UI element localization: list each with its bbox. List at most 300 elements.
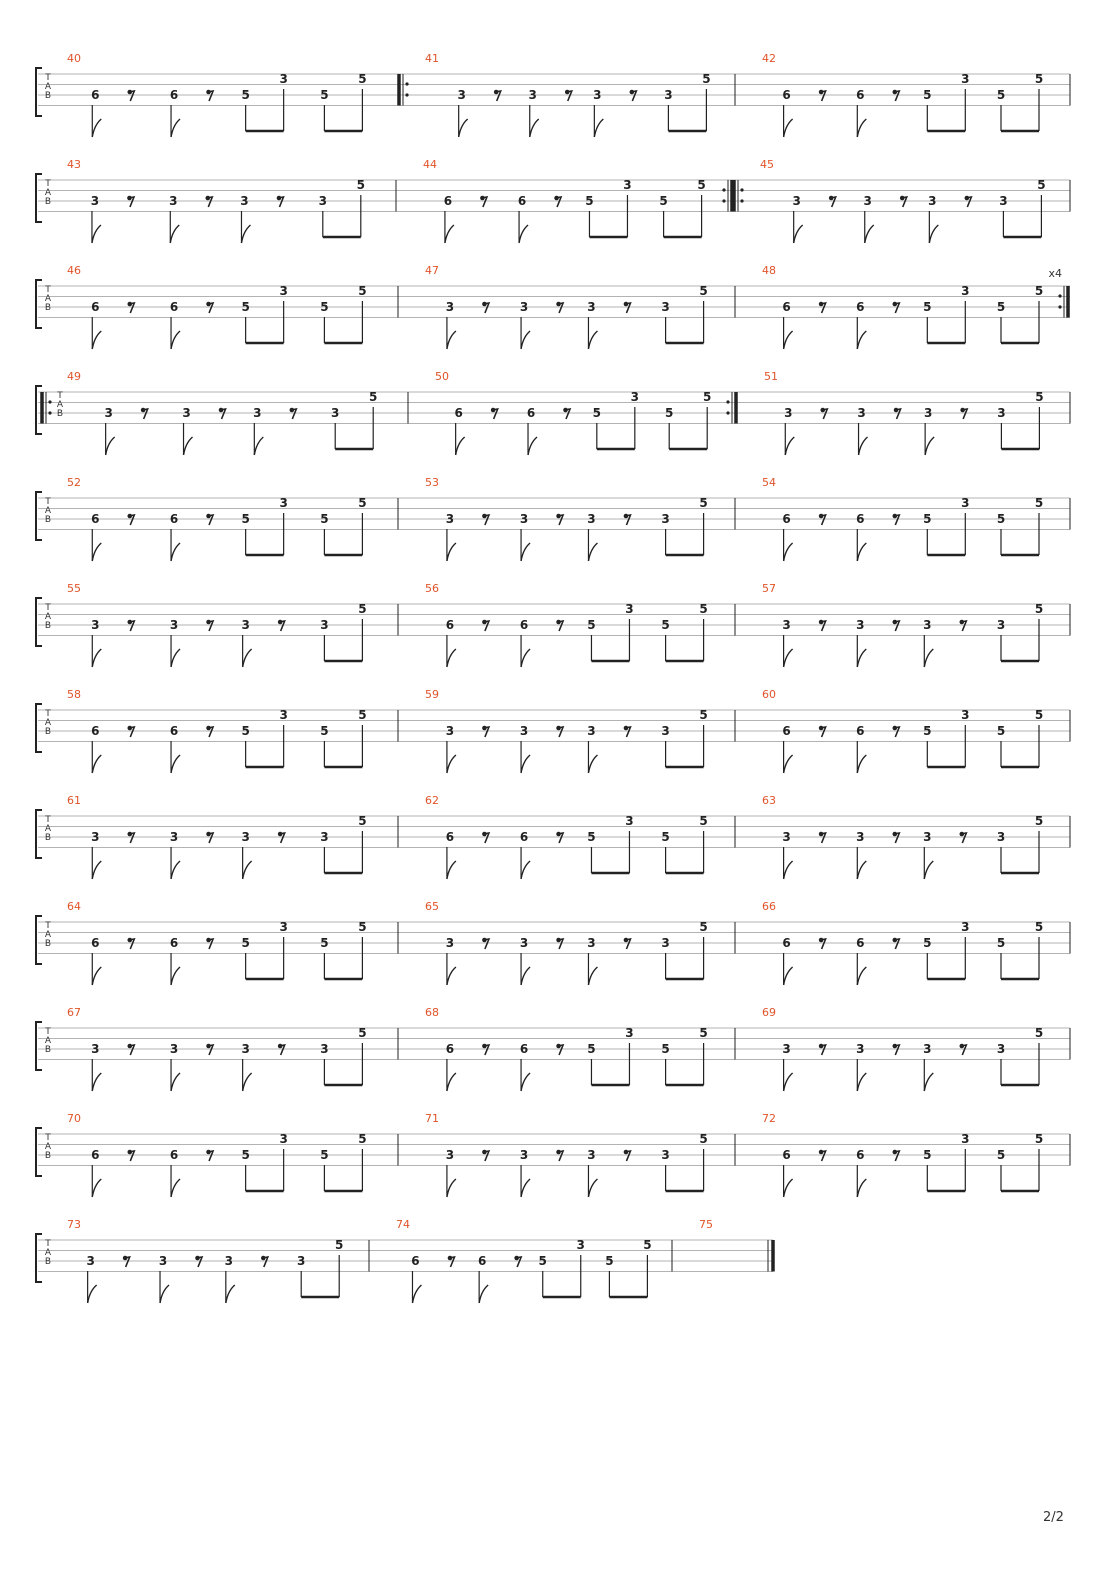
repeat-dot [726, 400, 729, 403]
note-flag-icon [924, 861, 933, 879]
fret-number: 3 [961, 72, 970, 86]
system-bracket [36, 492, 42, 540]
fret-number: 3 [661, 936, 670, 950]
measure-number: 41 [425, 52, 439, 65]
fret-number: 6 [169, 1148, 179, 1162]
measure-number: 66 [762, 900, 776, 913]
fret-number: 5 [320, 936, 329, 950]
note-flag-icon [171, 1179, 180, 1197]
note-flag-icon [243, 861, 252, 879]
note-flag-icon [588, 1179, 597, 1197]
fret-number: 3 [661, 724, 670, 738]
repeat-dot [740, 199, 743, 202]
tab-clef-letter: T [45, 709, 51, 719]
fret-number: 6 [445, 830, 455, 844]
measure-number: 65 [425, 900, 439, 913]
fret-number: 5 [923, 512, 932, 526]
fret-number: 3 [996, 830, 1006, 844]
tab-clef-letter: B [44, 303, 52, 313]
fret-number: 5 [699, 1026, 708, 1040]
fret-number: 3 [782, 1042, 791, 1056]
note-flag-icon [447, 649, 456, 667]
fret-number: 5 [697, 178, 706, 192]
note-flag-icon [784, 649, 793, 667]
fret-number: 3 [664, 88, 673, 102]
fret-number: 5 [1034, 1026, 1044, 1040]
fret-number: 3 [519, 936, 529, 950]
note-flag-icon [785, 437, 794, 455]
measure-number: 59 [425, 688, 439, 701]
tab-clef-letter: T [45, 1133, 51, 1143]
note-flag-icon [226, 1285, 235, 1303]
note-flag-icon [447, 967, 456, 985]
fret-number: 3 [961, 920, 970, 934]
fret-number: 6 [856, 1148, 865, 1162]
fret-number: 5 [1034, 920, 1044, 934]
fret-number: 3 [961, 496, 970, 510]
note-flag-icon [857, 861, 866, 879]
fret-number: 5 [320, 88, 329, 102]
fret-number: 5 [587, 1042, 596, 1056]
fret-number: 6 [856, 88, 865, 102]
note-flag-icon [412, 1285, 421, 1303]
measure-number: 61 [67, 794, 81, 807]
fret-number: 3 [158, 1254, 168, 1268]
fret-number: 3 [279, 708, 288, 722]
fret-number: 3 [169, 830, 179, 844]
fret-number: 5 [358, 920, 367, 934]
fret-number: 5 [703, 390, 712, 404]
fret-number: 3 [169, 194, 178, 208]
fret-number: 6 [856, 936, 865, 950]
note-flag-icon [857, 649, 866, 667]
tab-clef-letter: A [44, 506, 52, 516]
fret-number: 5 [356, 178, 365, 192]
note-flag-icon [594, 119, 603, 137]
note-flag-icon [171, 331, 180, 349]
measure-number: 57 [762, 582, 776, 595]
measure-number: 68 [425, 1006, 439, 1019]
fret-number: 6 [91, 724, 100, 738]
tab-clef-letter: T [57, 391, 63, 401]
repeat-dot [726, 411, 729, 414]
fret-number: 5 [358, 72, 367, 86]
tab-clef-letter: A [56, 400, 64, 410]
note-flag-icon [92, 543, 101, 561]
fret-number: 3 [792, 194, 801, 208]
fret-number: 5 [320, 512, 329, 526]
fret-number: 3 [445, 936, 455, 950]
note-flag-icon [447, 861, 456, 879]
fret-number: 3 [623, 178, 632, 192]
fret-number: 3 [445, 512, 455, 526]
fret-number: 3 [86, 1254, 95, 1268]
fret-number: 5 [538, 1254, 547, 1268]
note-flag-icon [521, 649, 530, 667]
fret-number: 3 [169, 1042, 179, 1056]
measure-number: 67 [67, 1006, 81, 1019]
tab-clef-letter: A [44, 1036, 52, 1046]
tab-clef-letter: A [44, 294, 52, 304]
fret-number: 3 [279, 1132, 288, 1146]
repeat-dot [1058, 294, 1061, 297]
note-flag-icon [528, 437, 537, 455]
tab-clef-letter: T [45, 921, 51, 931]
fret-number: 6 [517, 194, 527, 208]
fret-number: 5 [699, 284, 708, 298]
measure-number: 45 [760, 158, 774, 171]
tab-clef-letter: T [45, 497, 51, 507]
measure-number: 51 [764, 370, 778, 383]
fret-number: 5 [241, 512, 250, 526]
note-flag-icon [857, 755, 866, 773]
fret-number: 5 [358, 1026, 367, 1040]
note-flag-icon [588, 331, 597, 349]
fret-number: 5 [605, 1254, 614, 1268]
repeat-dot [405, 82, 408, 85]
fret-number: 3 [279, 284, 288, 298]
tab-clef-letter: T [45, 179, 51, 189]
note-flag-icon [857, 331, 866, 349]
fret-number: 5 [241, 300, 250, 314]
note-flag-icon [521, 861, 530, 879]
fret-number: 3 [320, 830, 329, 844]
note-flag-icon [521, 755, 530, 773]
fret-number: 6 [519, 618, 529, 632]
fret-number: 3 [857, 406, 866, 420]
note-flag-icon [92, 1073, 101, 1091]
repeat-dot [740, 188, 743, 191]
fret-number: 3 [587, 724, 596, 738]
fret-number: 3 [445, 1148, 455, 1162]
note-flag-icon [784, 755, 793, 773]
fret-number: 3 [253, 406, 262, 420]
note-flag-icon [170, 225, 179, 243]
fret-number: 6 [411, 1254, 420, 1268]
fret-number: 3 [240, 194, 249, 208]
fret-number: 6 [526, 406, 536, 420]
fret-number: 3 [519, 300, 529, 314]
tab-clef-letter: A [44, 930, 52, 940]
note-flag-icon [92, 119, 101, 137]
note-flag-icon [171, 861, 180, 879]
fret-number: 3 [863, 194, 872, 208]
fret-number: 5 [699, 920, 708, 934]
fret-number: 3 [587, 300, 596, 314]
note-flag-icon [784, 331, 793, 349]
fret-number: 3 [587, 936, 596, 950]
fret-number: 5 [661, 830, 670, 844]
note-flag-icon [784, 119, 793, 137]
repeat-dot [48, 411, 51, 414]
fret-number: 6 [169, 88, 179, 102]
fret-number: 3 [923, 618, 932, 632]
fret-number: 3 [169, 618, 179, 632]
fret-number: 6 [782, 88, 791, 102]
note-flag-icon [857, 1179, 866, 1197]
fret-number: 5 [996, 724, 1006, 738]
fret-number: 5 [358, 284, 367, 298]
fret-number: 3 [331, 406, 340, 420]
fret-number: 6 [91, 300, 100, 314]
fret-number: 5 [699, 708, 708, 722]
note-flag-icon [479, 1285, 488, 1303]
note-flag-icon [92, 225, 101, 243]
fret-number: 3 [241, 618, 250, 632]
fret-number: 5 [699, 602, 708, 616]
note-flag-icon [92, 967, 101, 985]
note-flag-icon [794, 225, 803, 243]
fret-number: 6 [519, 1042, 529, 1056]
note-flag-icon [859, 437, 868, 455]
fret-number: 6 [782, 300, 791, 314]
note-flag-icon [924, 1073, 933, 1091]
page-number: 2/2 [1043, 1510, 1064, 1525]
fret-number: 3 [576, 1238, 585, 1252]
fret-number: 6 [91, 1148, 100, 1162]
fret-number: 3 [279, 920, 288, 934]
system-bracket [36, 810, 42, 858]
tab-clef-letter: T [45, 73, 51, 83]
note-flag-icon [784, 543, 793, 561]
fret-number: 6 [169, 300, 179, 314]
note-flag-icon [588, 543, 597, 561]
fret-number: 3 [782, 830, 791, 844]
note-flag-icon [857, 1073, 866, 1091]
fret-number: 3 [630, 390, 639, 404]
fret-number: 5 [1034, 708, 1044, 722]
note-flag-icon [171, 543, 180, 561]
fret-number: 5 [335, 1238, 344, 1252]
note-flag-icon [171, 755, 180, 773]
measure-number: 53 [425, 476, 439, 489]
fret-number: 5 [358, 602, 367, 616]
note-flag-icon [459, 119, 468, 137]
fret-number: 3 [661, 300, 670, 314]
system-bracket [36, 280, 42, 328]
fret-number: 6 [782, 936, 791, 950]
repeat-dot [1058, 305, 1061, 308]
note-flag-icon [171, 1073, 180, 1091]
fret-number: 3 [104, 406, 113, 420]
fret-number: 5 [661, 618, 670, 632]
system-bracket [36, 1234, 42, 1282]
note-flag-icon [456, 437, 465, 455]
fret-number: 5 [592, 406, 601, 420]
tab-clef-letter: B [44, 91, 52, 101]
fret-number: 5 [661, 1042, 670, 1056]
fret-number: 3 [445, 724, 455, 738]
fret-number: 5 [1034, 1132, 1044, 1146]
fret-number: 6 [169, 724, 179, 738]
fret-number: 6 [445, 1042, 455, 1056]
fret-number: 3 [224, 1254, 233, 1268]
note-flag-icon [447, 543, 456, 561]
measure-number: 70 [67, 1112, 81, 1125]
measure-number: 43 [67, 158, 81, 171]
fret-number: 6 [91, 88, 100, 102]
note-flag-icon [784, 1179, 793, 1197]
tab-clef-letter: B [44, 727, 52, 737]
note-flag-icon [588, 755, 597, 773]
fret-number: 5 [996, 88, 1006, 102]
note-flag-icon [92, 331, 101, 349]
fret-number: 6 [445, 618, 455, 632]
fret-number: 3 [519, 724, 529, 738]
measure-number: 52 [67, 476, 81, 489]
note-flag-icon [784, 967, 793, 985]
fret-number: 3 [625, 814, 634, 828]
fret-number: 3 [784, 406, 793, 420]
tab-clef-letter: T [45, 285, 51, 295]
note-flag-icon [171, 649, 180, 667]
measure-number: 64 [67, 900, 81, 913]
fret-number: 3 [923, 406, 933, 420]
repeat-count: x4 [1048, 267, 1062, 280]
note-flag-icon [588, 967, 597, 985]
note-flag-icon [243, 1073, 252, 1091]
fret-number: 5 [996, 1148, 1006, 1162]
fret-number: 3 [457, 88, 466, 102]
fret-number: 3 [996, 618, 1006, 632]
fret-number: 5 [1034, 602, 1044, 616]
fret-number: 6 [856, 512, 865, 526]
note-flag-icon [521, 543, 530, 561]
note-flag-icon [171, 119, 180, 137]
measure-number: 75 [699, 1218, 713, 1231]
measure-number: 47 [425, 264, 439, 277]
fret-number: 3 [587, 1148, 596, 1162]
fret-number: 3 [587, 512, 596, 526]
tab-clef-letter: B [56, 409, 64, 419]
fret-number: 5 [923, 724, 932, 738]
fret-number: 6 [519, 830, 529, 844]
note-flag-icon [925, 437, 934, 455]
fret-number: 3 [856, 830, 865, 844]
system-bracket [36, 68, 42, 116]
fret-number: 5 [1035, 390, 1044, 404]
measure-number: 40 [67, 52, 81, 65]
system-bracket [36, 704, 42, 752]
note-flag-icon [243, 649, 252, 667]
fret-number: 3 [182, 406, 191, 420]
tab-clef-letter: A [44, 1248, 52, 1258]
fret-number: 5 [358, 1132, 367, 1146]
system-bracket [36, 174, 42, 222]
measure-number: 44 [423, 158, 437, 171]
fret-number: 6 [856, 724, 865, 738]
fret-number: 5 [320, 300, 329, 314]
measure-number: 50 [435, 370, 449, 383]
fret-number: 5 [923, 1148, 932, 1162]
note-flag-icon [784, 861, 793, 879]
note-flag-icon [924, 649, 933, 667]
measure-number: 71 [425, 1112, 439, 1125]
note-flag-icon [857, 967, 866, 985]
note-flag-icon [106, 437, 115, 455]
fret-number: 3 [856, 1042, 865, 1056]
tab-clef-letter: A [44, 824, 52, 834]
fret-number: 6 [782, 512, 791, 526]
fret-number: 3 [91, 830, 100, 844]
repeat-dot [722, 199, 725, 202]
fret-number: 6 [91, 512, 100, 526]
measure-number: 49 [67, 370, 81, 383]
fret-number: 6 [91, 936, 100, 950]
measure-number: 48 [762, 264, 776, 277]
note-flag-icon [521, 1179, 530, 1197]
fret-number: 3 [279, 72, 288, 86]
tab-clef-letter: A [44, 82, 52, 92]
fret-number: 5 [358, 708, 367, 722]
fret-number: 3 [661, 512, 670, 526]
fret-number: 5 [996, 512, 1006, 526]
note-flag-icon [530, 119, 539, 137]
measure-number: 62 [425, 794, 439, 807]
fret-number: 3 [528, 88, 537, 102]
tab-clef-letter: B [44, 1257, 52, 1267]
fret-number: 5 [699, 496, 708, 510]
tab-clef-letter: A [44, 612, 52, 622]
fret-number: 3 [923, 830, 932, 844]
fret-number: 5 [923, 88, 932, 102]
fret-number: 3 [320, 1042, 329, 1056]
fret-number: 3 [320, 618, 329, 632]
measure-number: 73 [67, 1218, 81, 1231]
note-flag-icon [184, 437, 193, 455]
measure-number: 42 [762, 52, 776, 65]
tab-clef-letter: T [45, 1239, 51, 1249]
fret-number: 5 [665, 406, 674, 420]
fret-number: 5 [1034, 72, 1044, 86]
fret-number: 3 [241, 830, 250, 844]
fret-number: 6 [454, 406, 463, 420]
fret-number: 5 [358, 496, 367, 510]
fret-number: 3 [91, 618, 100, 632]
measure-number: 55 [67, 582, 81, 595]
fret-number: 3 [961, 708, 970, 722]
tab-clef-letter: A [44, 1142, 52, 1152]
note-flag-icon [92, 755, 101, 773]
fret-number: 5 [1037, 178, 1046, 192]
tab-clef-letter: B [44, 939, 52, 949]
fret-number: 5 [643, 1238, 652, 1252]
note-flag-icon [92, 1179, 101, 1197]
fret-number: 3 [519, 512, 529, 526]
fret-number: 5 [923, 936, 932, 950]
fret-number: 5 [1034, 814, 1044, 828]
fret-number: 3 [661, 1148, 670, 1162]
fret-number: 3 [996, 1042, 1006, 1056]
measure-number: 56 [425, 582, 439, 595]
note-flag-icon [92, 649, 101, 667]
fret-number: 5 [241, 936, 250, 950]
fret-number: 3 [318, 194, 327, 208]
note-flag-icon [92, 861, 101, 879]
fret-number: 6 [169, 936, 179, 950]
note-flag-icon [784, 1073, 793, 1091]
note-flag-icon [447, 1073, 456, 1091]
note-flag-icon [88, 1285, 97, 1303]
fret-number: 5 [241, 1148, 250, 1162]
fret-number: 5 [320, 1148, 329, 1162]
note-flag-icon [519, 225, 528, 243]
note-flag-icon [160, 1285, 169, 1303]
tab-clef-letter: B [44, 1045, 52, 1055]
note-flag-icon [857, 119, 866, 137]
fret-number: 5 [358, 814, 367, 828]
note-flag-icon [447, 1179, 456, 1197]
